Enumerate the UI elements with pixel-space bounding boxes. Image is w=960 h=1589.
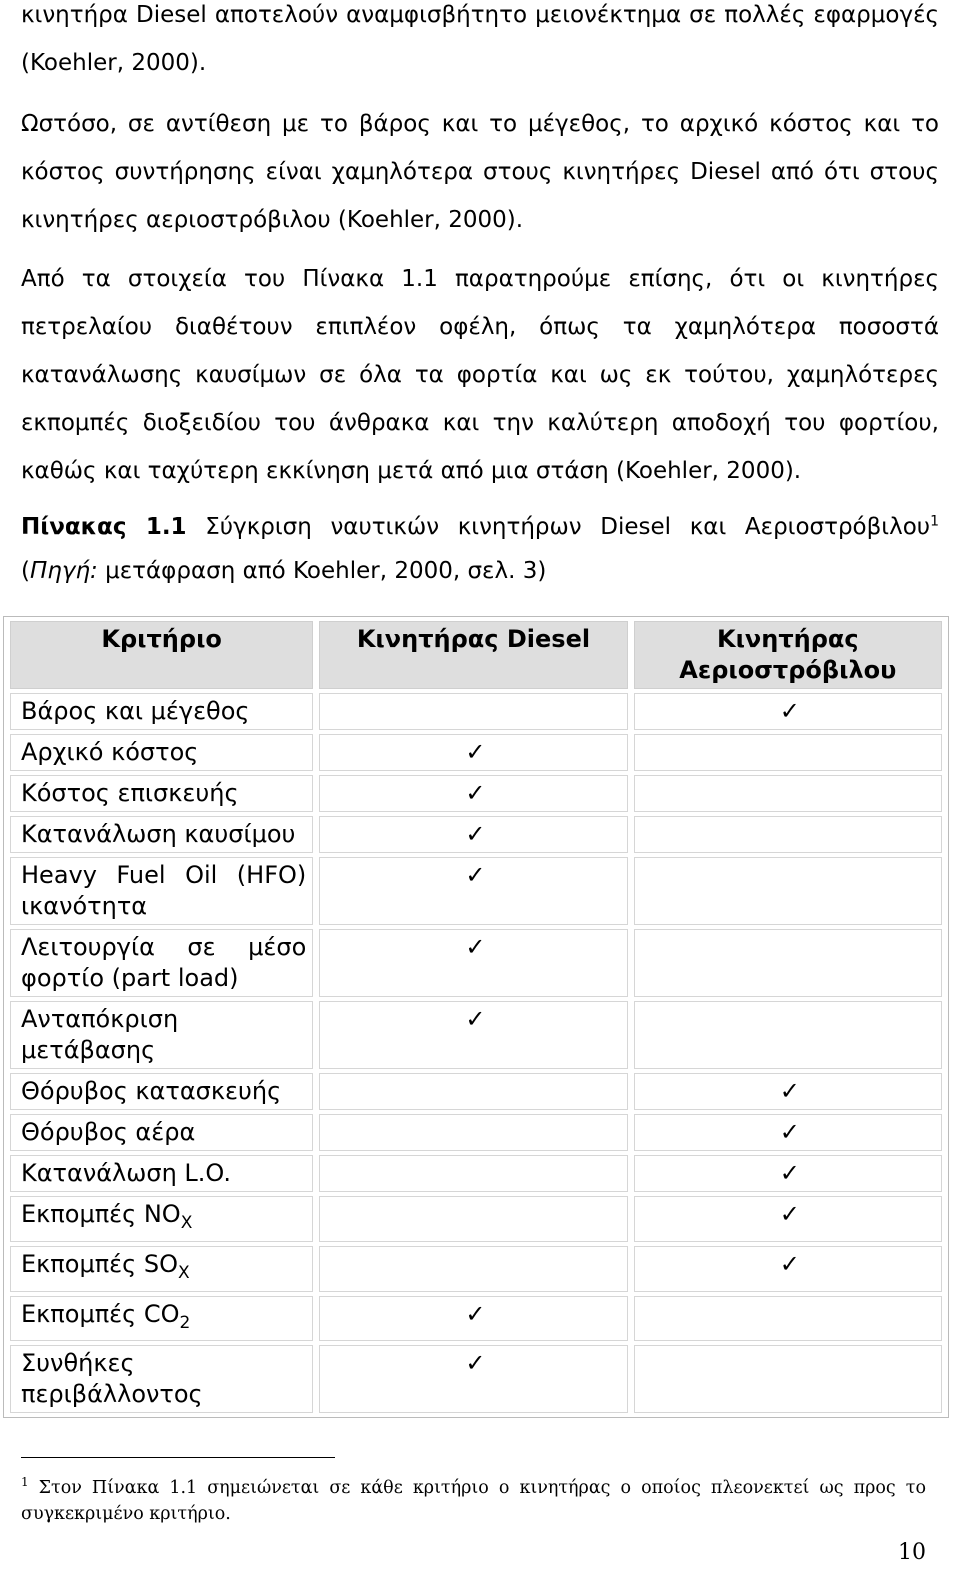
diesel-check-cell (319, 1114, 627, 1151)
gas-turbine-check-cell (634, 1073, 942, 1110)
table-row (10, 857, 942, 925)
table-row (10, 734, 942, 771)
criterion-text: Κατανάλωση L.O. (21, 1159, 231, 1187)
footnote-number: 1 (21, 1475, 29, 1489)
table-row (10, 929, 942, 997)
check-mark-icon: ✓ (779, 1077, 800, 1105)
table-row (10, 1246, 942, 1292)
gas-turbine-check-cell (634, 1114, 942, 1151)
check-mark-icon: ✓ (779, 1118, 800, 1146)
diesel-check-cell (319, 929, 627, 997)
diesel-check-cell (319, 775, 627, 812)
paragraph-continued: κινητήρα Diesel αποτελούν αναμφισβήτητο μειονέκτημα σε πολλές εφαρμογές (Koehler, 2000). (21, 2, 939, 76)
gas-turbine-check-cell (634, 1155, 942, 1192)
diesel-check-cell (319, 734, 627, 771)
gas-turbine-check-cell (634, 1196, 942, 1242)
header-criterion: Κριτήριο (10, 621, 313, 689)
table-header-row (10, 621, 942, 689)
criterion-text: Εκπομπές SO (21, 1249, 178, 1278)
check-mark-icon: ✓ (779, 1159, 800, 1187)
page-number: 10 (898, 1540, 926, 1565)
table-row (10, 1296, 942, 1342)
diesel-check-cell (319, 1073, 627, 1110)
criterion-cell (10, 775, 313, 812)
criterion-text: Λειτουργία σε μέσο φορτίο (part load) (21, 933, 307, 992)
criterion-cell (10, 1246, 313, 1292)
criterion-text: Κόστος επισκευής (21, 779, 239, 807)
table-body (10, 693, 942, 1413)
criterion-cell (10, 1073, 313, 1110)
diesel-check-cell (319, 1001, 627, 1069)
diesel-check-cell (319, 1196, 627, 1242)
criterion-text: Ανταπόκριση μετάβασης (21, 1005, 179, 1064)
table-row (10, 1155, 942, 1192)
check-mark-icon: ✓ (465, 779, 486, 807)
criterion-subscript: X (177, 1262, 190, 1283)
gas-turbine-check-cell (634, 929, 942, 997)
diesel-check-cell (319, 1345, 627, 1413)
check-mark-icon: ✓ (465, 1299, 486, 1328)
criterion-cell (10, 1001, 313, 1069)
criterion-text: Θόρυβος κατασκευής (21, 1077, 282, 1105)
gas-turbine-check-cell (634, 693, 942, 730)
gas-turbine-check-cell (634, 1296, 942, 1342)
criterion-cell (10, 1345, 313, 1413)
source-open: ( (21, 558, 30, 584)
gas-turbine-check-cell (634, 1001, 942, 1069)
criterion-subscript: X (180, 1212, 193, 1233)
source-label: Πηγή: (29, 558, 98, 584)
table-row (10, 1073, 942, 1110)
criterion-cell (10, 816, 313, 853)
criterion-subscript: 2 (179, 1312, 191, 1333)
gas-turbine-check-cell (634, 734, 942, 771)
footnote-text: Στον Πίνακα 1.1 σημειώνεται σε κάθε κριτήριο ο κινητήρας ο οποίος πλεονεκτεί ως προς το συγκεκριμένο κριτήριο. (21, 1477, 926, 1524)
diesel-check-cell (319, 857, 627, 925)
criterion-cell (10, 1114, 313, 1151)
table-caption-text: Σύγκριση ναυτικών κινητήρων Diesel και Αεριοστρόβιλου (186, 514, 931, 540)
criterion-text: Συνθήκες περιβάλλοντος (21, 1349, 203, 1409)
criterion-text: Heavy Fuel Oil (HFO) ικανότητα (21, 861, 307, 920)
footnote-separator (21, 1457, 335, 1458)
check-mark-icon: ✓ (465, 933, 486, 961)
table-caption-label: Πίνακας 1.1 (21, 514, 187, 540)
footnote (21, 1469, 926, 1527)
table-row (10, 1345, 942, 1413)
criterion-text: Αρχικό κόστος (21, 738, 199, 766)
comparison-table (4, 617, 948, 1417)
table-row (10, 1196, 942, 1242)
check-mark-icon: ✓ (779, 1200, 800, 1228)
check-mark-icon: ✓ (465, 820, 486, 848)
criterion-cell (10, 1155, 313, 1192)
paragraph-benefits: Από τα στοιχεία του Πίνακα 1.1 παρατηρούμε επίσης, ότι οι κινητήρες πετρελαίου διαθέτουν επιπλέον οφέλη, όπως τα χαμηλότερα ποσοστά κατανάλωσης καυσίμων σε όλα τα φορτία και ως εκ τούτου, χαμηλότερες εκπομπές διοξειδίου του άνθρακα και την καλύτερη αποδοχή του φορτίου, καθώς και ταχύτερη εκκίνηση μετά από μια στάση (Koehler, 2000). (21, 266, 939, 484)
table-row (10, 693, 942, 730)
diesel-check-cell (319, 1296, 627, 1342)
criterion-text: Εκπομπές NO (21, 1200, 181, 1228)
criterion-text: Κατανάλωση καυσίμου (21, 820, 296, 848)
paragraph-cost: Ωστόσο, σε αντίθεση με το βάρος και το μέγεθος, το αρχικό κόστος και το κόστος συντήρησης είναι χαμηλότερα στους κινητήρες Diesel από ότι στους κινητήρες αεριοστρόβιλου (Koehler, 2000). (21, 111, 939, 233)
gas-turbine-check-cell (634, 1345, 942, 1413)
diesel-check-cell (319, 1155, 627, 1192)
gas-turbine-check-cell (634, 816, 942, 853)
criterion-cell (10, 734, 313, 771)
gas-turbine-check-cell (634, 857, 942, 925)
criterion-cell (10, 1196, 313, 1242)
criterion-text: Εκπομπές CO (21, 1299, 180, 1328)
table-row (10, 1001, 942, 1069)
check-mark-icon: ✓ (465, 861, 486, 889)
header-gas-turbine: Κινητήρας Αεριοστρόβιλου (634, 621, 942, 689)
check-mark-icon: ✓ (779, 1249, 800, 1278)
criterion-text: Θόρυβος αέρα (21, 1118, 196, 1146)
diesel-check-cell (319, 816, 627, 853)
check-mark-icon: ✓ (465, 1005, 486, 1033)
diesel-check-cell (319, 1246, 627, 1292)
criterion-cell (10, 1296, 313, 1342)
criterion-cell (10, 929, 313, 997)
gas-turbine-check-cell (634, 1246, 942, 1292)
table-caption (21, 505, 939, 593)
gas-turbine-check-cell (634, 775, 942, 812)
footnote-reference: 1 (930, 513, 939, 530)
table-row (10, 1114, 942, 1151)
diesel-check-cell (319, 693, 627, 730)
source-text: μετάφραση από Koehler, 2000, σελ. 3) (97, 558, 547, 584)
table-row (10, 775, 942, 812)
criterion-cell (10, 693, 313, 730)
criterion-text: Βάρος και μέγεθος (21, 697, 250, 725)
check-mark-icon: ✓ (465, 1349, 486, 1378)
check-mark-icon: ✓ (465, 738, 486, 766)
check-mark-icon: ✓ (779, 697, 800, 725)
table-row (10, 816, 942, 853)
criterion-cell (10, 857, 313, 925)
header-diesel: Κινητήρας Diesel (319, 621, 627, 689)
